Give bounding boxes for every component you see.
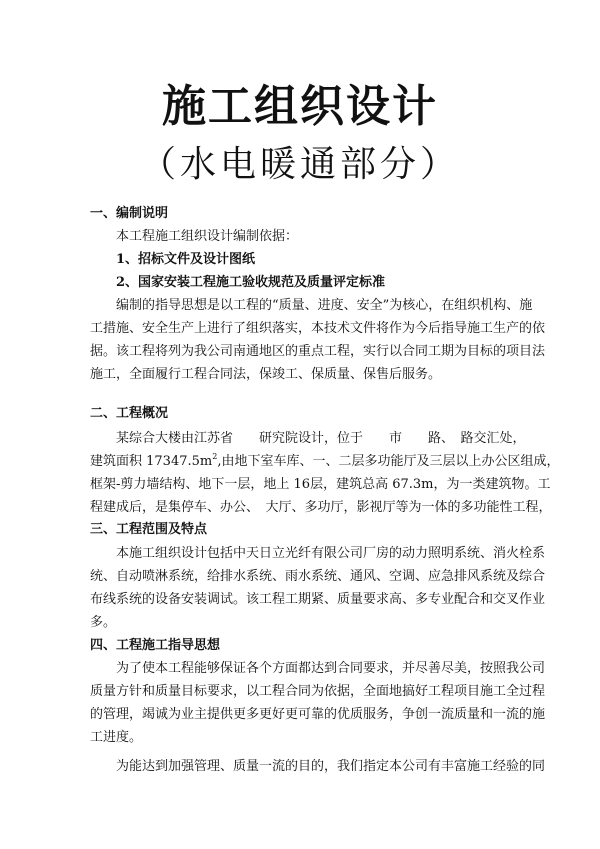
superscript: 2	[212, 452, 218, 461]
paragraph-line: 质量方针和质量目标要求，以工程合同为依据，全面地搞好工程项目施工全过程	[90, 684, 546, 699]
paragraph-line: 程建成后，是集停车、办公、 大厅、多功厅，影视厅等为一体的多功能性工程，	[90, 500, 552, 515]
paragraph-line: 统、自动喷淋系统，给排水系统、雨水系统、通风、空调、应急排风系统及综合	[90, 569, 546, 584]
paragraph-line: 施工，全面履行工程合同法，保竣工、保质量、保售后服务。	[90, 367, 442, 382]
paragraph-line: 的管理，竭诚为业主提供更多更好更可靠的优质服务，争创一流质量和一流的施	[90, 707, 546, 722]
document-title: 施工组织设计	[162, 81, 438, 132]
paragraph-line: 据。该工程将列为我公司南通地区的重点工程，实行以合同工期为目标的项目法	[90, 344, 546, 359]
paragraph-line: 框架-剪力墙结构、地下一层，地上 16层，建筑总高 67.3m，为一类建筑物。工	[90, 477, 551, 492]
paragraph-line: 本施工组织设计包括中天日立光纤有限公司厂房的动力照明系统、消火栓系	[116, 546, 546, 561]
paragraph-line: 工进度。	[90, 730, 143, 745]
paragraph-line: 工措施、安全生产上进行了组织落实，本技术文件将作为今后指导施工生产的依	[90, 321, 546, 336]
area-text: 建筑面积 17347.5m	[90, 454, 213, 469]
paragraph-line: 编制的指导思想是以工程的“质量、进度、安全”为核心，在组织机构、施	[116, 298, 533, 313]
section-2-heading: 二、工程概况	[90, 406, 169, 421]
area-text-rest: ,由地下室车库、一、二层多功能厅及三层以上办公区组成，	[217, 454, 560, 469]
paragraph-line	[90, 453, 559, 471]
section-4-heading: 四、工程施工指导思想	[90, 638, 221, 653]
paragraph-line: 多。	[90, 615, 117, 630]
list-item: 1、招标文件及设计图纸	[116, 252, 256, 267]
paragraph-line: 布线系统的设备安装调试。该工程工期紧、质量要求高、多专业配合和交叉作业	[90, 592, 546, 607]
section-3-heading: 三、工程范围及特点	[90, 522, 208, 537]
paragraph-line: 某综合大楼由江苏省 研究院设计，位于 市 路、 路交汇处，	[116, 431, 526, 446]
paragraph-line: 为了使本工程能够保证各个方面都达到合同要求，并尽善尽美，按照我公司	[116, 661, 546, 676]
document-subtitle: （水电暖通部分）	[139, 144, 460, 185]
paragraph-line: 本工程施工组织设计编制依据：	[116, 229, 299, 244]
paragraph-line: 为能达到加强管理、质量一流的目的，我们指定本公司有丰富施工经验的同	[116, 759, 546, 774]
list-item: 2、国家安装工程施工验收规范及质量评定标准	[116, 275, 386, 290]
section-1-heading: 一、编制说明	[90, 206, 169, 221]
